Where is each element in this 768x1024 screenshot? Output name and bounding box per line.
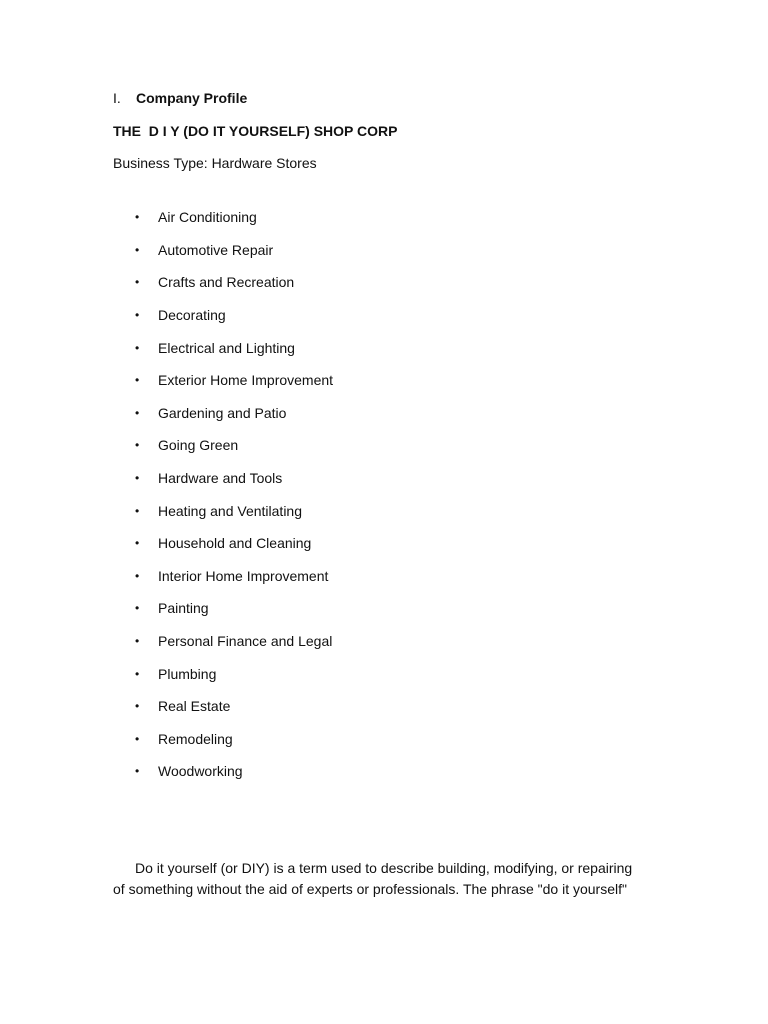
bullet-icon: • — [135, 340, 140, 355]
business-type: Business Type: Hardware Stores — [113, 155, 317, 171]
list-item-label: Real Estate — [158, 698, 231, 715]
bullet-icon: • — [135, 731, 140, 746]
list-item — [135, 201, 333, 234]
list-item-label: Plumbing — [158, 665, 217, 682]
section-title: Company Profile — [136, 90, 248, 106]
list-item-label: Automotive Repair — [158, 241, 274, 258]
list-item-label: Heating and Ventilating — [158, 502, 302, 519]
body-paragraph — [113, 858, 673, 900]
list-item-label: Electrical and Lighting — [158, 339, 295, 356]
list-item-label: Painting — [158, 600, 209, 617]
list-item-label: Personal Finance and Legal — [158, 633, 333, 650]
list-item-label: Decorating — [158, 307, 226, 324]
list-item-label: Gardening and Patio — [158, 404, 287, 421]
list-item-label: Hardware and Tools — [158, 470, 283, 487]
list-item — [135, 560, 333, 593]
list-item — [135, 755, 333, 788]
list-item — [135, 331, 333, 364]
bullet-icon: • — [135, 242, 140, 257]
list-item-label: Remodeling — [158, 730, 233, 747]
bullet-icon: • — [135, 308, 140, 323]
list-item-label: Air Conditioning — [158, 209, 257, 226]
bullet-icon: • — [135, 666, 140, 681]
list-item — [135, 592, 333, 625]
bullet-icon: • — [135, 568, 140, 583]
list-item-label: Exterior Home Improvement — [158, 372, 334, 389]
bullet-icon: • — [135, 471, 140, 486]
section-heading — [113, 90, 247, 106]
section-number: I. — [113, 90, 121, 106]
list-item-label: Woodworking — [158, 763, 243, 780]
list-item-label: Household and Cleaning — [158, 535, 312, 552]
list-item — [135, 397, 333, 430]
category-list — [135, 201, 333, 788]
paragraph-line: Do it yourself (or DIY) is a term used to describe building, modifying, or repairing — [135, 860, 633, 876]
bullet-icon: • — [135, 275, 140, 290]
list-item — [135, 234, 333, 267]
list-item — [135, 266, 333, 299]
bullet-icon: • — [135, 699, 140, 714]
list-item — [135, 429, 333, 462]
company-name: THE D I Y (DO IT YOURSELF) SHOP CORP — [113, 123, 398, 139]
bullet-icon: • — [135, 601, 140, 616]
list-item — [135, 364, 333, 397]
bullet-icon: • — [135, 373, 140, 388]
paragraph-line: of something without the aid of experts or professionals. The phrase "do it yourself" — [113, 881, 627, 897]
list-item — [135, 723, 333, 756]
bullet-icon: • — [135, 634, 140, 649]
list-item-label: Crafts and Recreation — [158, 274, 295, 291]
list-item — [135, 494, 333, 527]
bullet-icon: • — [135, 438, 140, 453]
bullet-icon: • — [135, 503, 140, 518]
bullet-icon: • — [135, 764, 140, 779]
list-item — [135, 299, 333, 332]
bullet-icon: • — [135, 536, 140, 551]
list-item — [135, 527, 333, 560]
list-item-label: Interior Home Improvement — [158, 567, 329, 584]
bullet-icon: • — [135, 405, 140, 420]
list-item — [135, 462, 333, 495]
bullet-icon: • — [135, 210, 140, 225]
list-item — [135, 690, 333, 723]
list-item-label: Going Green — [158, 437, 239, 454]
list-item — [135, 625, 333, 658]
list-item — [135, 657, 333, 690]
